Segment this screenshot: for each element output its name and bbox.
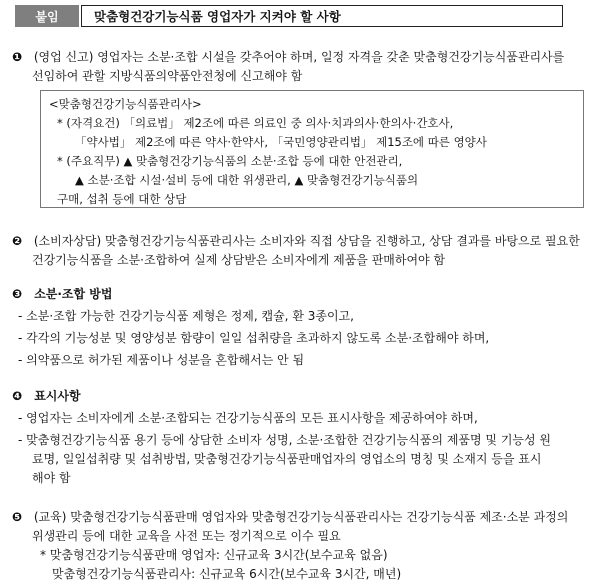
section-education (12, 508, 588, 584)
qualification-line: * (자격요건) 「의료법」 제2조에 따른 의료인 중 의사·치과의사·한의사·간호사, (57, 116, 454, 130)
section-text-line: 건강기능식품을 소분·조합하여 실제 상담받은 소비자에게 제품을 판매하여야 함 (32, 253, 446, 267)
section-number: ❷ (12, 234, 23, 248)
section-text-line: (교육) 맞춤형건강기능식품판매 영업자와 맞춤형건강기능식품관리사는 건강기능식품 제조·소분 과정의 (33, 510, 569, 524)
section-title: 소분·조합 방법 (34, 287, 113, 301)
document-title: 맞춤형건강기능식품 영업자가 지켜야 할 사항 (81, 5, 563, 27)
bullet-line: - 각각의 기능성분 및 영양성분 함량이 일일 섭취량을 초과하지 않도록 소분·조합해야 하며, (18, 331, 490, 345)
document-header (15, 5, 563, 27)
manager-info-box (40, 90, 584, 208)
section-text-line: 선임하여 관할 지방식품의약품안전청에 신고해야 함 (32, 69, 303, 83)
note-line: * 맞춤형건강기능식품판매 영업자: 신규교육 3시간(보수교육 없음) (40, 548, 388, 562)
section-text-line: 위생관리 등에 대한 교육을 사전 또는 정기적으로 이수 필요 (32, 529, 341, 543)
section-number: ❶ (12, 50, 23, 64)
duty-line: * (주요직무) ▲ 맞춤형건강기능식품의 소분·조합 등에 대한 안전관리, (57, 154, 403, 168)
section-number: ❸ (12, 287, 23, 301)
section-text-line: (영업 신고) 영업자는 소분·조합 시설을 갖추어야 하며, 일정 자격을 갖춘 맞춤형건강기능식품관리사를 (33, 50, 565, 64)
bullet-line: - 의약품으로 허가된 제품이나 성분을 혼합해서는 안 됨 (18, 353, 305, 367)
section-number: ❹ (12, 389, 23, 403)
bullet-line: - 영업자는 소비자에게 소분·조합되는 건강기능식품의 모든 표시사항을 제공하여야 하며, (18, 411, 478, 425)
bullet-line: 해야 함 (32, 471, 71, 485)
duty-line: 구매, 섭취 등에 대한 상담 (57, 192, 187, 206)
box-title: <맞춤형건강기능식품관리사> (49, 97, 202, 111)
section-number: ❺ (12, 510, 23, 524)
section-method (12, 285, 588, 370)
bullet-line: - 소분·조합 가능한 건강기능식품 제형은 정제, 캡슐, 환 3종이고, (18, 309, 354, 323)
bullet-line: 료명, 일일섭취량 및 섭취방법, 맞춤형건강기능식품판매업자의 영업소의 명칭 및 소재지 등을 표시 (32, 452, 542, 466)
section-consultation (12, 232, 588, 270)
section-text-line: (소비자상담) 맞춤형건강기능식품관리사는 소비자와 직접 상담을 진행하고, 상담 결과를 바탕으로 필요한 (33, 234, 580, 248)
section-title: 표시사항 (34, 389, 81, 403)
section-registration (12, 48, 588, 86)
attachment-tag: 붙임 (15, 5, 79, 27)
note-line: 맞춤형건강기능식품관리사: 신규교육 6시간(보수교육 3시간, 매년) (52, 567, 402, 581)
section-labeling (12, 387, 588, 488)
bullet-line: - 맞춤형건강기능식품 용기 등에 상담한 소비자 성명, 소분·조합한 건강기능식품의 제품명 및 기능성 원 (18, 433, 552, 447)
qualification-line: 「약사법」 제2조에 따른 약사·한약사, 「국민영양관리법」 제15조에 따른 영양사 (75, 135, 487, 149)
duty-line: ▲ 소분·조합 시설·설비 등에 대한 위생관리, ▲ 맞춤형건강기능식품의 (75, 173, 419, 187)
